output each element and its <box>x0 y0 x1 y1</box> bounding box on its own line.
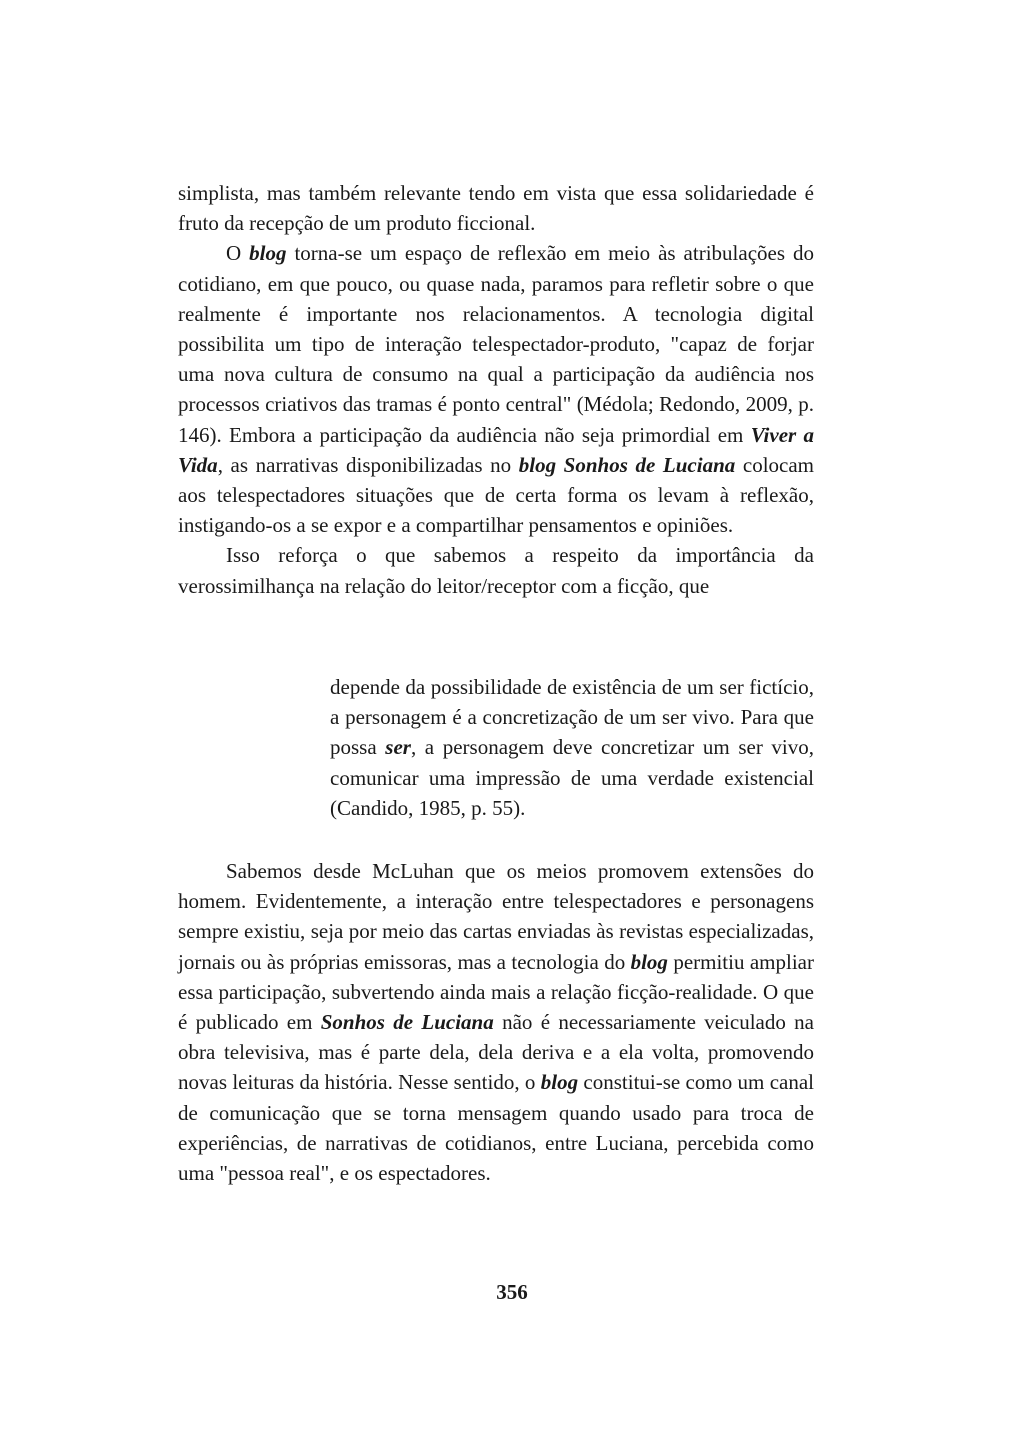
body-text-upper <box>178 178 814 601</box>
term-ser: ser <box>385 735 411 760</box>
paragraph-blog-reflection: O blog torna-se um espaço de reflexão em meio às atribulações do cotidiano, em que pouco, ou quase nada, paramos para refletir sobre o que realmente é importante nos relacionamentos. A tecnologia digital possibilita um tipo de interação telespectador-produto, "capaz de forjar uma nova cultura de consumo na qual a participação da audiência nos processos criativos das tramas é ponto central" (Médola; Redondo, 2009, p. 146). Embora a participação da audiência não seja primordial em Viver a Vida, as narrativas disponibilizadas no blog Sonhos de Luciana colocam aos telespectadores situações que de certa forma os levam à reflexão, instigando-os a se expor e a compartilhar pensamentos e opiniões. <box>178 241 815 538</box>
paragraph-continuation: simplista, mas também relevante tendo em vista que essa solidariedade é fruto da recepção de um produto ficcional. <box>178 181 814 236</box>
title-sonhos-de-luciana: Sonhos de Luciana <box>320 1010 494 1035</box>
title-blog-sonhos-de-luciana: blog Sonhos de Luciana <box>518 452 736 477</box>
term-blog: blog <box>630 949 668 974</box>
page-number: 356 <box>496 1280 528 1304</box>
term-blog: blog <box>249 241 287 266</box>
term-blog: blog <box>540 1070 579 1095</box>
paragraph-mcluhan: Sabemos desde McLuhan que os meios promovem extensões do homem. Evidentemente, a interação entre telespectadores e personagens sempre existiu, seja por meio das cartas enviadas às revistas especializadas, jornais ou às próprias emissoras, mas a tecnologia do blog permitiu ampliar essa participação, subvertendo ainda mais a relação ficção-realidade. O que é publicado em Sonhos de Luciana não é necessariamente veiculado na obra televisiva, mas é parte dela, dela deriva e a ela volta, promovendo novas leituras da história. Nesse sentido, o blog constitui-se como um canal de comunicação que se torna mensagem quando usado para troca de experiências, de narrativas de cotidianos, entre Luciana, percebida como uma "pessoa real", e os espectadores. <box>178 859 815 1186</box>
paragraph-verossimilhanca: Isso reforça o que sabemos a respeito da importância da verossimilhança na relação do leitor/receptor com a ficção, que <box>178 543 814 598</box>
body-text-lower <box>178 856 814 1188</box>
block-quote: depende da possibilidade de existência de um ser fictício, a personagem é a concretização de um ser vivo. Para que possa ser, a personagem deve concretizar um ser vivo, comunicar uma impressão de uma verdade existencial (Candido, 1985, p. 55). <box>330 675 815 820</box>
title-viver-a-vida: Viver a Vida <box>178 422 815 477</box>
